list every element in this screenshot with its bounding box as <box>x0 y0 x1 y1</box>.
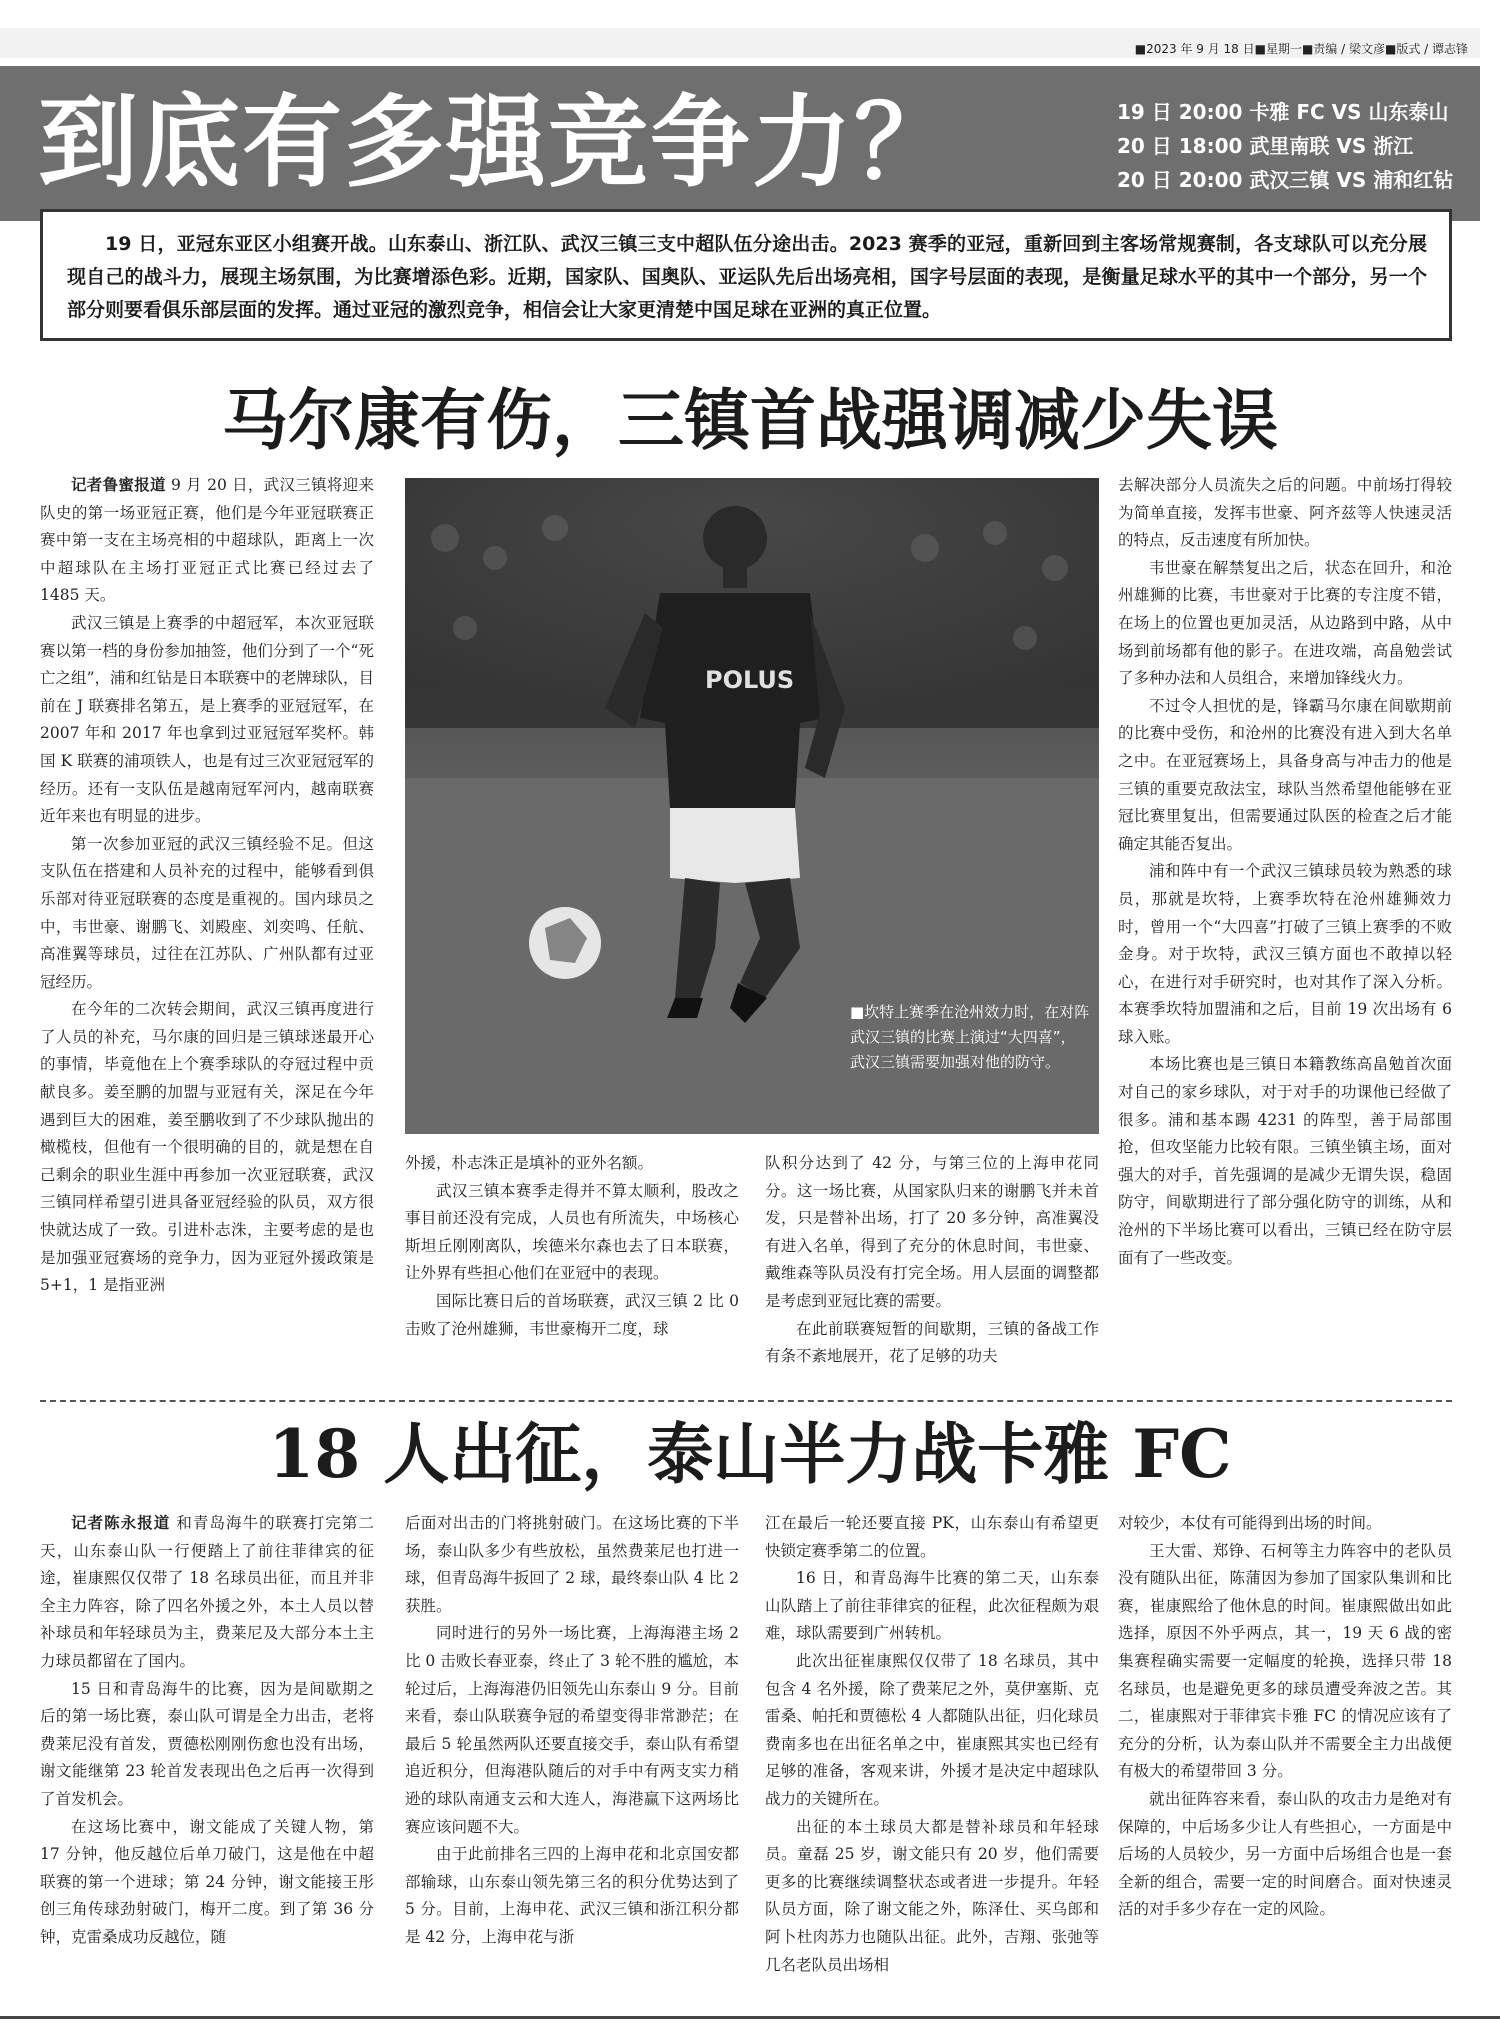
article1-paragraph: 韦世豪在解禁复出之后，状态在回升，和沧州雄狮的比赛，韦世豪对于比赛的专注度不错，在场上的位置也更加灵活，从边路到中路，从中场到前场都有他的影子。在进攻端，高畠勉尝试了多种办法和人员组合，来增加锋线火力。 <box>1118 558 1452 688</box>
article2-paragraph: 就出征阵容来看，泰山队的攻击力是绝对有保障的，中后场多少让人有些担心，一方面是中后场的人员较少，另一方面中后场组合也是一套全新的组合，需要一定的时间磨合。面对快速灵活的对手多少存在一定的风险。 <box>1118 1789 1452 1919</box>
article2-paragraph: 后面对出击的门将挑射破门。在这场比赛的下半场，泰山队多少有些放松，虽然费莱尼也打进一球，但青岛海牛扳回了 2 球，最终泰山队 4 比 2 获胜。 <box>405 1514 739 1615</box>
schedule-item: 20 日 20:00 武汉三镇 VS 浦和红钻 <box>1117 168 1454 192</box>
section-divider <box>40 1400 1452 1402</box>
article2-column-3 <box>765 1510 1099 2005</box>
article2-paragraph: 16 日，和青岛海牛比赛的第二天，山东泰山队踏上了前往菲律宾的征程，此次征程颇为艰难，球队需要到广州转机。 <box>765 1569 1099 1643</box>
article2-column-1 <box>40 1510 374 2005</box>
article2-column-4 <box>1118 1510 1452 2005</box>
article2-paragraph: 和青岛海牛的联赛打完第二天，山东泰山队一行便踏上了前往菲律宾的征途，崔康熙仅仅带了 18 名球员出征，而且并非全主力阵容，除了四名外援之外，本土人员以替补球员和年轻球员为主，费莱尼及大部分本土主力球员都留在了国内。 <box>40 1514 374 1670</box>
intro-text: 19 日，亚冠东亚区小组赛开战。山东泰山、浙江队、武汉三镇三支中超队伍分途出击。2023 赛季的亚冠，重新回到主客场常规赛制，各支球队可以充分展现自己的战斗力，展现主场氛围，为比赛增添色彩。近期，国家队、国奥队、亚运队先后出场亮相，国字号层面的表现，是衡量足球水平的其中一个部分，另一个部分则要看俱乐部层面的发挥。通过亚冠的激烈竞争，相信会让大家更清楚中国足球在亚洲的真正位置。 <box>67 233 1427 321</box>
schedule-item: 19 日 20:00 卡雅 FC VS 山东泰山 <box>1117 100 1449 124</box>
soccer-ball <box>529 907 601 979</box>
article1-paragraph: 第一次参加亚冠的武汉三镇经验不足。但这支队伍在搭建和人员补充的过程中，能够看到俱乐部对待亚冠联赛的态度是重视的。国内球员之中，韦世豪、谢鹏飞、刘殿座、刘奕鸣、任航、高准翼等球员，过往在江苏队、广州队都有过亚冠经历。 <box>40 834 374 991</box>
article2-paragraph: 同时进行的另外一场比赛，上海海港主场 2 比 0 击败长春亚泰，终止了 3 轮不胜的尴尬，本轮过后，上海海港仍旧领先山东泰山 9 分。目前来看，泰山队联赛争冠的希望变得非常渺茫；在最后 5 轮虽然两队还要直接交手，泰山队有希望追近积分，但海港队随后的对手中有两支实力稍逊的球队南通支云和大连人，海港赢下这两场比赛应该问题不大。 <box>405 1624 739 1836</box>
article1-paragraph: 在此前联赛短暂的间歇期，三镇的备战工作有条不紊地展开，花了足够的功夫 <box>765 1319 1099 1366</box>
intro-box <box>40 209 1452 341</box>
article2-paragraph: 此次出征崔康熙仅仅带了 18 名球员，其中包含 4 名外援，除了费莱尼之外，莫伊塞斯、克雷桑、帕托和贾德松 4 人都随队出征，归化球员费南多也在出征名单之中，崔康熙其实也已经有足够的准备，客观来讲，外援才是决定中超球队战力的关键所在。 <box>765 1651 1099 1808</box>
article1-paragraph: 9 月 20 日，武汉三镇将迎来队史的第一场亚冠正赛，他们是今年亚冠联赛正赛中第一支在主场亮相的中超球队，距离上一次中超球队在主场打亚冠正式比赛已经过去了 1485 天。 <box>40 476 374 605</box>
article1-paragraph: 本场比赛也是三镇日本籍教练高畠勉首次面对自己的家乡球队，对于对手的功课他已经做了很多。浦和基本踢 4231 的阵型，善于局部围抢，但攻坚能力比较有限。三镇坐镇主场，面对强大的对手，首先强调的是减少无谓失误，稳固防守，间歇期进行了部分强化防守的训练，从和沧州的下半场比赛可以看出，三镇已经在防守层面有了一些改变。 <box>1118 1055 1452 1267</box>
article1-paragraph: 不过令人担忧的是，锋霸马尔康在间歇期前的比赛中受伤，和沧州的比赛没有进入到大名单之中。在亚冠赛场上，具备身高与冲击力的他是三镇的重要克敌法宝，球队当然希望他能够在亚冠比赛里复出，但需要通过队医的检查之后才能确定其能否复出。 <box>1118 696 1452 853</box>
article1-paragraph: 武汉三镇是上赛季的中超冠军，本次亚冠联赛以第一档的身份参加抽签，他们分到了一个“死亡之组”，浦和红钻是日本联赛中的老牌球队，目前在 J 联赛排名第五，是上赛季的亚冠冠军，在 2007 年和 2017 年也拿到过亚冠冠军奖杯。韩国 K 联赛的浦项铁人，也是有过三次亚冠冠军的经历。还有一支队伍是越南冠军河内，越南联赛近年来也有明显的进步。 <box>40 613 374 826</box>
schedule-item: 20 日 18:00 武里南联 VS 浙江 <box>1117 134 1414 158</box>
article1-paragraph: 在今年的二次转会期间，武汉三镇再度进行了人员的补充，马尔康的回归是三镇球迷最开心的事情，毕竟他在上个赛季球队的夺冠过程中贡献良多。姜至鹏的加盟与亚冠有关，深足在今年遇到巨大的困难，姜至鹏收到了不少球队抛出的橄榄枝，但他有一个很明确的目的，就是想在自己剩余的职业生涯中再参加一次亚冠联赛，武汉三镇同样希望引进具备亚冠经验的队员，双方很快就达成了一致。引进朴志洙，主要考虑的是也是加强亚冠赛场的竞争力，因为亚冠外援政策是 5+1，1 是指亚洲 <box>40 1000 374 1295</box>
dateline: ■2023 年 9 月 18 日■星期一■责编 / 梁文彦■版式 / 谭志锋 <box>1134 42 1468 56</box>
photo-caption: ■坎特上赛季在沧州效力时，在对阵武汉三镇的比赛上演过“大四喜”，武汉三镇需要加强对他的防守。 <box>850 1003 1090 1071</box>
article1-paragraph: 武汉三镇本赛季走得并不算太顺利，股改之事目前还没有完成，人员也有所流失，中场核心斯坦丘刚刚离队，埃德米尔森也去了日本联赛，让外界有些担心他们在亚冠中的表现。 <box>405 1181 739 1283</box>
article2-paragraph: 江在最后一轮还要直接 PK，山东泰山有希望更快锁定赛季第二的位置。 <box>765 1514 1099 1560</box>
article1-paragraph: 浦和阵中有一个武汉三镇球员较为熟悉的球员，那就是坎特，上赛季坎特在沧州雄狮效力时，曾用一个“大四喜”打破了三镇上赛季的不败金身。对于坎特，武汉三镇方面也不敢掉以轻心，在进行对手研究时，也对其作了深入分析。本赛季坎特加盟浦和之后，目前 19 次出场有 6 球入账。 <box>1118 862 1452 1046</box>
article1-paragraph: 外援，朴志洙正是填补的亚外名额。 <box>405 1154 654 1172</box>
article2-paragraph: 在这场比赛中，谢文能成了关键人物，第 17 分钟，他反越位后单刀破门，这是他在中超联赛的第一个进球；第 24 分钟，谢文能接王彤创三角传球劲射破门，梅开二度。到了第 36 分钟，克雷桑成功反越位，随 <box>40 1817 374 1946</box>
article1-column-4 <box>1118 472 1452 1384</box>
article2-paragraph: 15 日和青岛海牛的比赛，因为是间歇期之后的第一场比赛，泰山队可谓是全力出击，老将费莱尼没有首发，贾德松刚刚伤愈也没有出场，谢文能继第 23 轮首发表现出色之后再一次得到了首发机会。 <box>40 1679 374 1808</box>
article2-paragraph: 王大雷、郑铮、石柯等主力阵容中的老队员没有随队出征，陈蒲因为参加了国家队集训和比赛，崔康熙给了他休息的时间。崔康熙做出如此选择，原因不外乎两点，其一，19 天 6 战的密集赛程确实需要一定幅度的轮换，选择只带 18 名球员，也是避免更多的球员遭受奔波之苦。其二，崔康熙对于菲律宾卡雅 FC 的情况应该有了充分的分析，认为泰山队并不需要全主力出战便有极大的希望带回 3 分。 <box>1118 1541 1452 1781</box>
article2-column-2 <box>405 1510 739 2005</box>
article2-paragraph: 出征的本土球员大都是替补球员和年轻球员。童磊 25 岁，谢文能只有 20 岁，他们需要更多的比赛继续调整状态或者进一步提升。年轻队员方面，除了谢文能之外，陈泽仕、买乌郎和阿卜杜肉苏力也随队出征。此外，吉翔、张弛等几名老队员出场相 <box>765 1817 1099 1974</box>
article1-column-1 <box>40 472 374 1372</box>
article1-paragraph: 国际比赛日后的首场联赛，武汉三镇 2 比 0 击败了沧州雄狮，韦世豪梅开二度，球 <box>405 1291 739 1338</box>
article1-column-2 <box>405 1150 739 1385</box>
article1-paragraph: 队积分达到了 42 分，与第三位的上海申花同分。这一场比赛，从国家队归来的谢鹏飞并未首发，只是替补出场，打了 20 多分钟，高准翼没有进入名单，得到了充分的休息时间，韦世豪、戴维森等队员没有打完全场。用人层面的调整都是考虑到亚冠比赛的需要。 <box>765 1154 1099 1310</box>
article1-column-3 <box>765 1150 1099 1385</box>
article2-byline: 记者陈永报道 <box>71 1514 171 1532</box>
article2-paragraph: 对较少，本仗有可能得到出场的时间。 <box>1118 1514 1382 1532</box>
article1-paragraph: 去解决部分人员流失之后的问题。中前场打得较为简单直接，发挥韦世豪、阿齐兹等人快速灵活的特点，反击速度有所加快。 <box>1118 476 1452 550</box>
article2-headline: 18 人出征，泰山半力战卡雅 FC <box>268 1415 1232 1493</box>
match-schedule <box>1117 95 1453 197</box>
article1-headline: 马尔康有伤，三镇首战强调减少失误 <box>222 381 1278 459</box>
article2-paragraph: 由于此前排名三四的上海申花和北京国安都部输球，山东泰山领先第三名的积分优势达到了 5 分。目前，上海申花、武汉三镇和浙江积分都是 42 分，上海申花与浙 <box>405 1845 739 1946</box>
article1-byline: 记者鲁蜜报道 <box>71 476 166 494</box>
bottom-rule <box>0 2016 1500 2019</box>
page-title: 到底有多强竞争力？ <box>38 83 956 201</box>
svg-text:POLUS: POLUS <box>705 666 795 694</box>
